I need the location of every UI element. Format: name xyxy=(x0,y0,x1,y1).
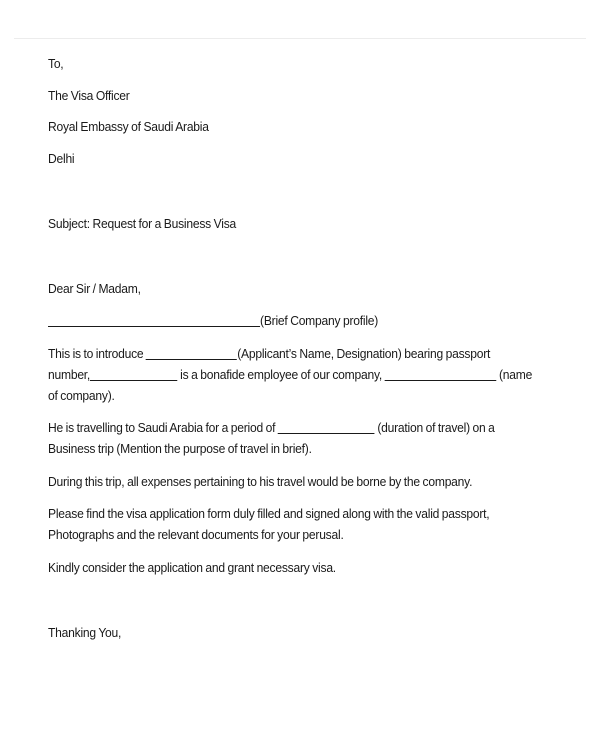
documents-line-1: Please find the visa application form duly filled and signed along with the valid passport, xyxy=(48,506,490,521)
intro-text-2: (Applicant’s Name, Designation) bearing passport xyxy=(237,345,491,361)
recipient-organization: Royal Embassy of Saudi Arabia xyxy=(48,119,209,134)
documents-line-2: Photographs and the relevant documents for your perusal. xyxy=(48,527,344,542)
intro-line-2 xyxy=(48,364,533,385)
expenses-paragraph: During this trip, all expenses pertaining to his travel would be borne by the company. xyxy=(48,473,473,489)
travel-text-2: (duration of travel) on a xyxy=(377,420,495,435)
recipient-title: The Visa Officer xyxy=(48,87,130,103)
intro-line-3: of company). xyxy=(48,387,115,403)
intro-text-5: (name xyxy=(498,366,533,382)
intro-text-4: is a bonafide employee of our company, xyxy=(180,366,383,382)
letter-body xyxy=(48,53,533,643)
intro-text-3: number, xyxy=(48,366,91,382)
company-profile-line xyxy=(48,310,485,331)
recipient-city: Delhi xyxy=(48,150,75,166)
request-paragraph: Kindly consider the application and grant necessary visa. xyxy=(48,559,336,575)
page-top-border xyxy=(14,38,586,39)
travel-line-2: Business trip (Mention the purpose of travel in brief). xyxy=(48,441,312,456)
intro-line-1 xyxy=(48,343,491,364)
passport-number-blank xyxy=(90,366,177,381)
travel-text-1: He is travelling to Saudi Arabia for a period of xyxy=(48,420,276,435)
company-name-blank xyxy=(385,366,497,381)
travel-duration-blank xyxy=(278,419,375,434)
closing-line: Thanking You, xyxy=(48,624,122,640)
address-to: To, xyxy=(48,56,64,71)
company-profile-blank xyxy=(48,312,260,327)
subject-line: Subject: Request for a Business Visa xyxy=(48,215,237,231)
intro-text-1: This is to introduce xyxy=(48,345,144,361)
company-profile-hint: (Brief Company profile) xyxy=(260,313,379,328)
travel-line-1 xyxy=(48,417,495,438)
salutation: Dear Sir / Madam, xyxy=(48,280,141,296)
applicant-name-blank xyxy=(146,345,237,360)
